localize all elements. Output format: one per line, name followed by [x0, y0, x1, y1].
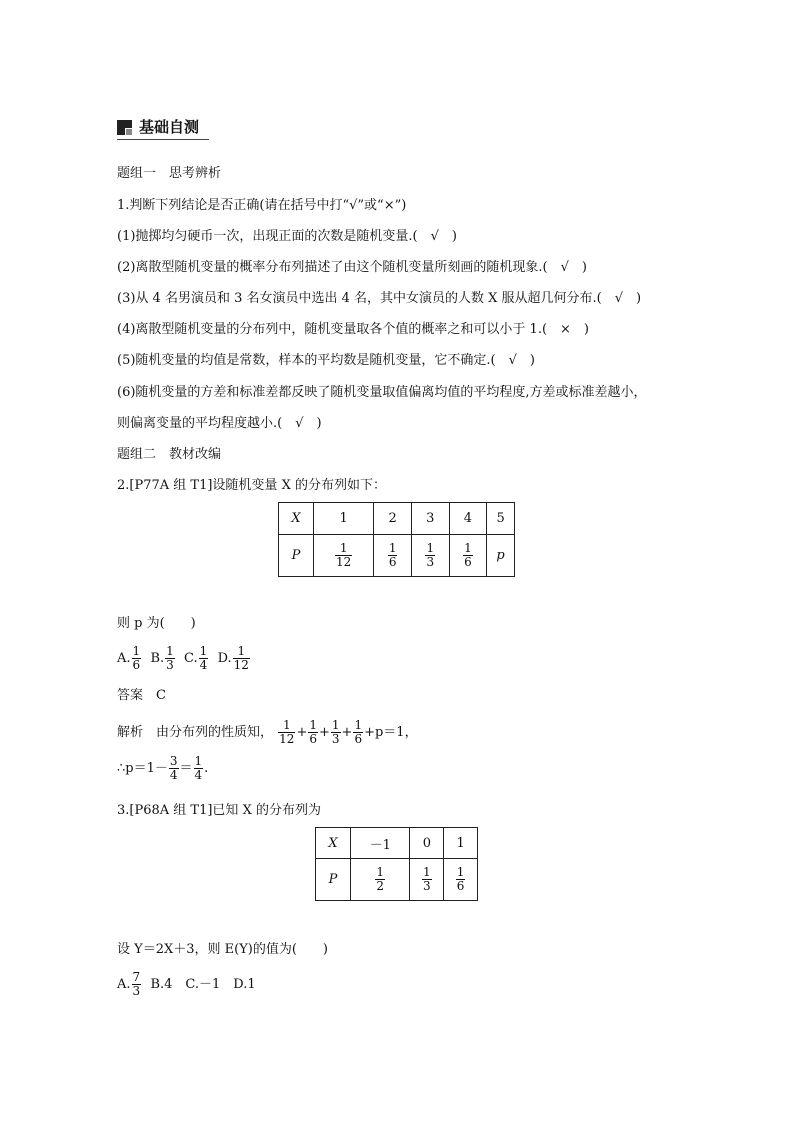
q3-stem: 3.[P68A 组 T1]已知 X 的分布列为 — [117, 803, 321, 818]
q1-item-6-cont: 则偏离变量的平均程度越小.( √ ) — [117, 416, 322, 431]
q3-p-value: $\frac{1}{3}$ — [410, 859, 444, 901]
q2-x-value: 3 — [411, 503, 449, 535]
q3-distribution-table — [315, 827, 478, 901]
q2-option-a: A. $\frac{1}{6}$ — [117, 644, 141, 672]
q3-x-header: X — [316, 828, 351, 859]
q3-options — [117, 968, 256, 1002]
q2-question: 则 p 为( ) — [117, 616, 196, 631]
q2-solution: ∴p＝1－ $\frac{3}{4}$ ＝ $\frac{1}{4}$ . — [117, 754, 209, 782]
q2-x-value: 5 — [487, 503, 515, 535]
q2-distribution-table — [278, 502, 515, 577]
q2-p-value: $\frac{1}{3}$ — [411, 535, 449, 577]
q2-option-b: B. $\frac{1}{3}$ — [150, 644, 174, 672]
q2-options — [117, 644, 251, 674]
q2-p-value: $\frac{1}{12}$ — [314, 535, 374, 577]
q3-x-value: －1 — [351, 828, 410, 859]
q1-item-4: (4)离散型随机变量的分布列中，随机变量取各个值的概率之和可以小于 1.( × ) — [117, 322, 589, 337]
q2-option-c: C. $\frac{1}{4}$ — [184, 644, 208, 672]
section-icon — [117, 120, 132, 135]
q2-p-value: p — [487, 535, 515, 577]
section-title: 基础自测 — [139, 118, 200, 136]
q1-item-5: (5)随机变量的均值是常数，样本的平均数是随机变量，它不确定.( √ ) — [117, 353, 535, 368]
q3-options-rest: B.4 C.－1 D.1 — [150, 977, 256, 992]
q1-item-2: (2)离散型随机变量的概率分布列描述了由这个随机变量所刻画的随机现象.( √ ) — [117, 260, 587, 275]
q3-p-header: P — [316, 859, 351, 901]
q1-item-3: (3)从 4 名男演员和 3 名女演员中选出 4 名，其中女演员的人数 X 服从超几何分布.( √ ) — [117, 291, 642, 306]
q2-x-value: 2 — [374, 503, 412, 535]
q3-question: 设 Y＝2X＋3，则 E(Y)的值为( ) — [117, 942, 329, 957]
q3-x-value: 1 — [444, 828, 478, 859]
q2-x-value: 1 — [314, 503, 374, 535]
q1-stem: 1.判断下列结论是否正确(请在括号中打“√”或“×”) — [117, 198, 407, 213]
q3-p-value: $\frac{1}{2}$ — [351, 859, 410, 901]
q2-analysis: 解析 由分布列的性质知， $\frac{1}{12}$ + $\frac{1}{6}$ + $\frac{1}{3}$ + $\frac{1}{6}$ +p＝1， — [117, 718, 418, 746]
q2-option-d: D. $\frac{1}{12}$ — [217, 644, 249, 672]
q2-p-value: $\frac{1}{6}$ — [374, 535, 412, 577]
q2-p-header: P — [279, 535, 314, 577]
q2-p-value: $\frac{1}{6}$ — [449, 535, 487, 577]
q2-answer: 答案 C — [117, 688, 166, 703]
q2-x-value: 4 — [449, 503, 487, 535]
group2-label: 题组二 教材改编 — [117, 447, 222, 462]
q2-stem: 2.[P77A 组 T1]设随机变量 X 的分布列如下： — [117, 478, 386, 493]
q3-x-value: 0 — [410, 828, 444, 859]
group1-label: 题组一 思考辨析 — [117, 166, 222, 181]
q3-p-value: $\frac{1}{6}$ — [444, 859, 478, 901]
q3-option-a: A. $\frac{7}{3}$ — [117, 970, 141, 998]
q2-x-header: X — [279, 503, 314, 535]
section-underline — [117, 139, 209, 140]
q1-item-6: (6)随机变量的方差和标准差都反映了随机变量取值偏离均值的平均程度,方差或标准差越小， — [117, 385, 647, 400]
q1-item-1: (1)抛掷均匀硬币一次，出现正面的次数是随机变量.( √ ) — [117, 229, 457, 244]
